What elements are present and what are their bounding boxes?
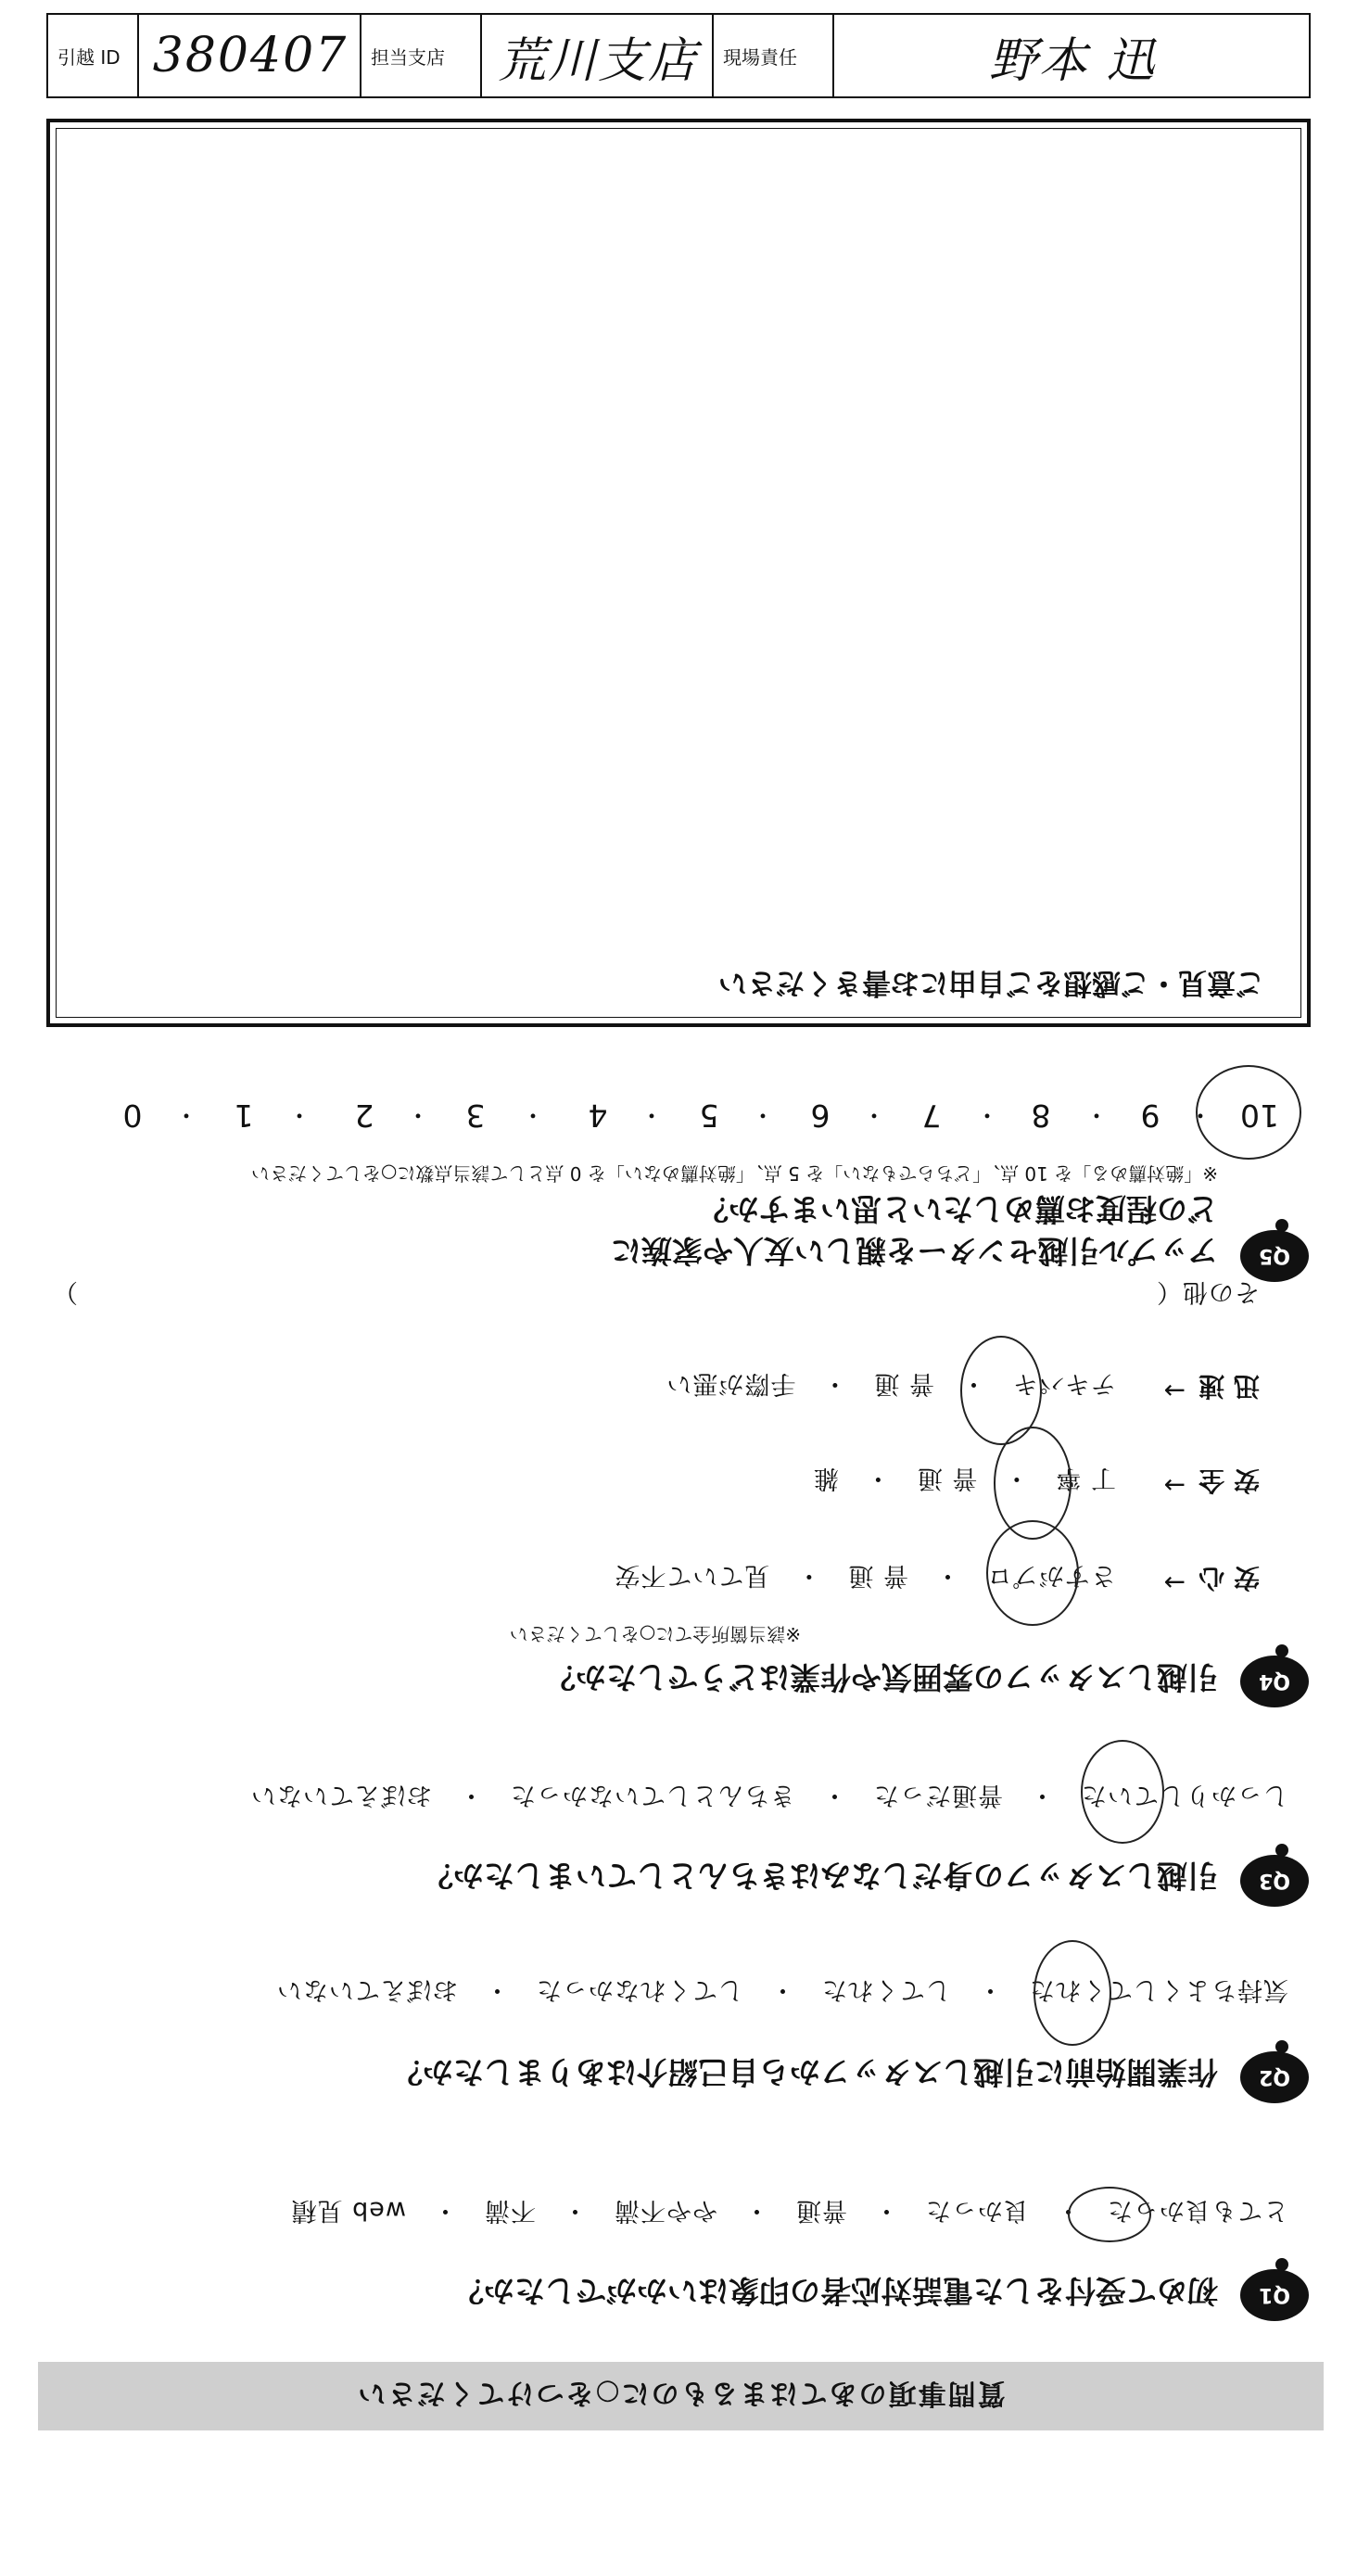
q5-question-line1: アップル引越センターを親しい友人や家族に: [610, 1233, 1218, 1269]
admin-branch-label-cell: [360, 15, 482, 96]
q1-answer-circle: [1068, 2187, 1151, 2242]
scale-dot: ・: [405, 1100, 430, 1128]
admin-id-value: 380407: [152, 28, 349, 83]
q4-other-label: その他（: [1156, 1277, 1260, 1306]
comment-box[interactable]: [46, 119, 1311, 1027]
comment-title: ご意見・ご感想をご自由にお書きください: [718, 966, 1264, 999]
q4-note: ※該当箇所全てに○をしてください: [509, 1623, 801, 1645]
q1-badge: Q1: [1240, 2269, 1309, 2321]
q1-question: 初めて受付をした電話対応者の印象はいかがでしたか？: [453, 2273, 1218, 2309]
admin-id-label: 引越 ID: [57, 45, 120, 69]
scale-3[interactable]: 3: [465, 1098, 486, 1134]
admin-id-value-cell: [137, 15, 361, 96]
admin-branch-value: 荒川支店: [497, 32, 698, 89]
q4-row-jinsoku-circle: [960, 1336, 1042, 1445]
q4-row-jinsoku-label: 迅 速: [1198, 1371, 1260, 1402]
scale-9[interactable]: 9: [1140, 1098, 1160, 1134]
q2-options[interactable]: 気持ちよくしてくれた ・ してくれた ・ してくれなかった ・ おぼえていない: [276, 1975, 1288, 2004]
admin-leader-label-cell: [712, 15, 834, 96]
q4-row-jinsoku-options[interactable]: テキパキ ・ 普 通 ・ 手際が悪い: [666, 1369, 1116, 1398]
q5-note: ※「絶対薦める」を 10 点、「どちらでもない」を 5 点、「絶対薦めない」を 0 点として該当点数に○をしてください: [250, 1162, 1218, 1185]
arrow-icon: →: [1163, 1567, 1186, 1598]
scale-dot: ・: [974, 1100, 999, 1128]
arrow-icon: →: [1163, 1376, 1186, 1406]
q3-options[interactable]: しっかりしていた ・ 普通だった ・ きちんとしていなかった ・ おぼえていない: [250, 1781, 1288, 1809]
scale-0[interactable]: 0: [122, 1098, 143, 1134]
scale-8[interactable]: 8: [1031, 1098, 1051, 1134]
scale-5[interactable]: 5: [699, 1098, 719, 1134]
q4-row-anzen-label: 安 全: [1198, 1466, 1260, 1496]
q2-answer-circle: [1034, 1940, 1111, 2046]
scale-dot: ・: [750, 1100, 775, 1128]
q3-answer-circle: [1081, 1740, 1164, 1844]
scale-dot: ・: [286, 1100, 311, 1128]
scale-dot: ・: [861, 1100, 886, 1128]
q5-answer-circle: [1196, 1065, 1301, 1160]
scale-dot: ・: [520, 1100, 545, 1128]
q4-row-anzen-options[interactable]: 丁 寧 ・ 普 通 ・ 雑: [812, 1464, 1116, 1492]
admin-leader-label: 現場責任: [723, 45, 797, 69]
scale-1[interactable]: 1: [234, 1098, 254, 1134]
q4-other-close: ）: [52, 1277, 78, 1306]
q2-badge: Q2: [1240, 2051, 1309, 2103]
comment-box-inner: [56, 128, 1301, 1018]
admin-branch-label: 担当支店: [371, 45, 445, 69]
q1-options[interactable]: とても良かった ・ 良かった ・ 普通 ・ やや不満 ・ 不満 ・ web 見積: [290, 2196, 1288, 2225]
scale-dot: ・: [173, 1100, 198, 1128]
scale-dot: ・: [1084, 1100, 1109, 1128]
scale-7[interactable]: 7: [921, 1098, 942, 1134]
q5-question-line2: どの程度お薦めしたいと思いますか？: [698, 1191, 1218, 1227]
admin-branch-value-cell: [480, 15, 714, 96]
q4-row-anshin-label: 安 心: [1198, 1563, 1260, 1593]
scale-dot: ・: [639, 1100, 664, 1128]
q4-badge: Q4: [1240, 1656, 1309, 1707]
q5-badge: Q5: [1240, 1230, 1309, 1282]
scale-2[interactable]: 2: [354, 1098, 374, 1134]
q3-question: 引越しスタッフの身だしなみはきちんとしていましたか？: [423, 1858, 1218, 1894]
scale-dot: ・: [1187, 1100, 1212, 1128]
arrow-icon: →: [1163, 1470, 1186, 1501]
scale-4[interactable]: 4: [588, 1098, 608, 1134]
q5-scale: [59, 1078, 1283, 1134]
instruction-text: 質問事項のあてはまるものに○をつけてください: [356, 2377, 1006, 2409]
q4-question: 引越しスタッフの雰囲気や作業はどうでしたか？: [545, 1659, 1218, 1695]
q4-row-anshin-options[interactable]: さすがプロ ・ 普 通 ・ 見ていて不安: [614, 1561, 1116, 1590]
scale-6[interactable]: 6: [810, 1098, 831, 1134]
admin-leader-value: 野本 迅: [988, 32, 1157, 89]
instruction-band: [38, 2362, 1324, 2430]
q2-question: 作業開始前に引越しスタッフから自己紹介はありましたか？: [392, 2054, 1218, 2090]
admin-leader-value-cell: [832, 15, 1311, 96]
q3-badge: Q3: [1240, 1855, 1309, 1907]
admin-table: [46, 13, 1311, 98]
scale-10[interactable]: 10: [1240, 1098, 1279, 1134]
